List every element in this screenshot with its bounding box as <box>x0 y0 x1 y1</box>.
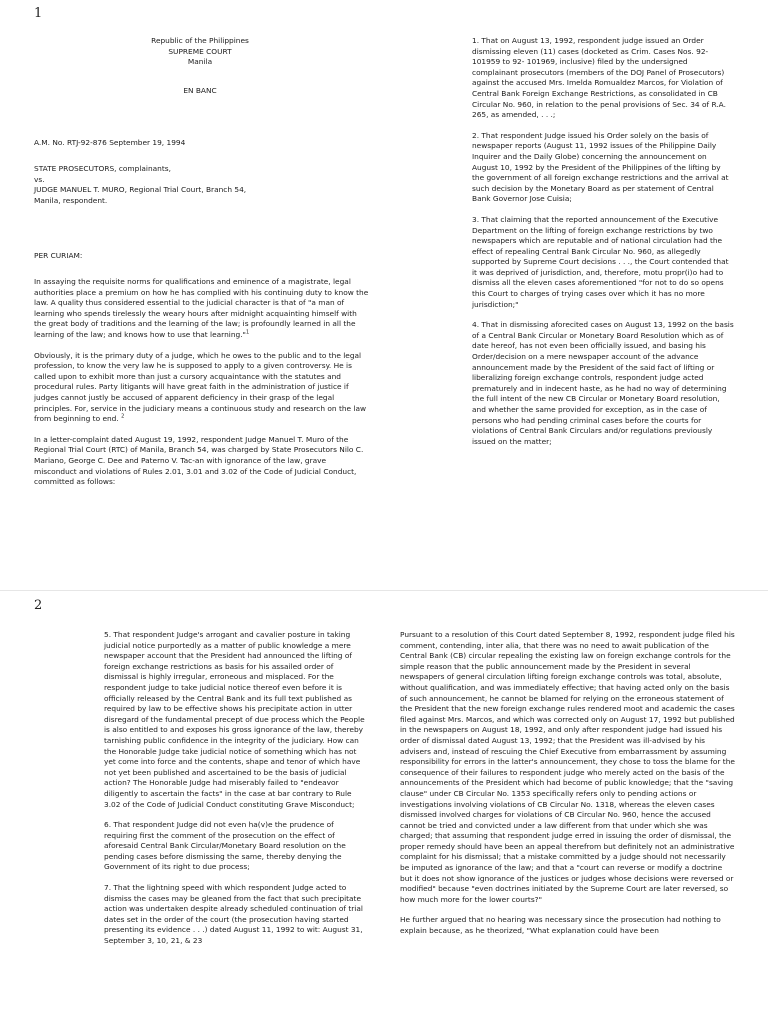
allegation: 1. That on August 13, 1992, respondent judge issued an Order dismissing eleven (11) cases (docketed as Crim. Cases Nos. 92-101959 to 92- 101969, inclusive) filed by the undersigned complainant prosecutors (members of the DOJ Panel of Prosecutors) against the accused Mrs. Imelda Romualdez Marcos, for Violation of Central Bank Foreign Exchange Restrictions, as consolidated in CB Circular No. 960, in relation to the penal provisions of Sec. 34 of R.A. 265, as amended, . . .; <box>472 36 726 120</box>
case-parties <box>34 164 394 206</box>
paragraph: Obviously, it is the primary duty of a judge, which he owes to the public and to the legal profession, to know the very law he is supposed to apply to a given controversy. He is called upon to exhibit more than just a cursory acquaintance with the statutes and procedural rules. Party litigants will have great faith in the administration of justice if judges cannot justly be accused of apparent deficiency in their grasp of the legal principles. For, service in the judiciary means a continuous study and research on the law from beginning to end. $^2$ <box>34 350 367 424</box>
case-number: A.M. No. RTJ-92-876 September 19, 1994 <box>34 138 186 147</box>
paragraph: In a letter-complaint dated August 19, 1992, respondent Judge Manuel T. Muro of the Regional Trial Court (RTC) of Manila, Branch 54, was charged by State Prosecutors Nilo C. Mariano, George C. Dee and Paterno V. Tac-an with ignorance of the law, grave misconduct and violations of Rules 2.01, 3.01 and 3.02 of the Code of Judicial Conduct, committed as follows: <box>34 434 364 487</box>
page2-left-body <box>104 630 366 957</box>
allegation: 7. That the lightning speed with which respondent Judge acted to dismiss the cases may be gleaned from the fact that such precipitate action was undertaken despite already scheduled continuation of trial dates set in the order of the court (the prosecution having started presenting its evidence . . .) dated August 11, 1992 to wit: August 31, September 3, 10, 21, & 23 <box>104 883 363 946</box>
page-number: 2 <box>34 598 43 613</box>
court-header <box>110 36 290 96</box>
page-number: 1 <box>34 6 43 21</box>
allegation: 4. That in dismissing aforecited cases on August 13, 1992 on the basis of a Central Bank Circular or Monetary Board Resolution which as of date hereof, has not even been officially issued, and basing his Order/decision on a mere newspaper account of the advance announcement made by the President of the said fact of lifting or liberalizing foreign exchange controls, respondent judge acted prematurely and in indecent haste, as he had no way of determining the full intent of the new CB Circular or Monetary Board resolution, and whether the same provided for exception, as in the case of persons who had pending criminal cases before the courts for violations of Central Bank Circulars and/or regulations previously issued on the matter; <box>472 320 734 446</box>
allegation: 2. That respondent Judge issued his Order solely on the basis of newspaper reports (August 11, 1992 issues of the Philippine Daily Inquirer and the Daily Globe) concerning the announcement on August 10, 1992 by the President of the Philippines of the lifting by the government of all foreign exchange restrictions and the arrival at such decision by the Monetary Board as per statement of Central Bank Governor Jose Cuisia; <box>472 130 729 204</box>
allegation: 6. That respondent Judge did not even ha(v)e the prudence of requiring first the comment of the prosecution on the effect of aforesaid Central Bank Circular/Monetary Board resolution on the pending cases before dismissing the same, thereby denying the Government of its right to due process; <box>104 820 346 872</box>
respondent: JUDGE MANUEL T. MURO, Regional Trial Court, Branch 54, <box>34 185 247 195</box>
versus: vs. <box>34 174 45 184</box>
page1-right-body <box>472 36 734 457</box>
header-court: SUPREME COURT <box>168 46 232 56</box>
page-divider <box>0 590 768 591</box>
footnote-ref[interactable]: 2 <box>121 413 125 420</box>
respondent-city: Manila, respondent. <box>34 195 108 205</box>
page1-left-body <box>34 277 370 498</box>
paragraph: He further argued that no hearing was necessary since the prosecution had nothing to explain because, as he theorized, "What explanation could have been <box>400 915 721 936</box>
allegation: 5. That respondent Judge's arrogant and cavalier posture in taking judicial notice purportedly as a matter of public knowledge a mere newspaper account that the President had announced the lifting of foreign exchange restrictions as basis for his assailed order of dismissal is highly irregular, erroneous and misplaced. For the respondent judge to take judicial notice thereof even before it is officially released by the Central Bank and its full text published as required by law to be effective shows his precipitate action in utter disregard of the fundamental precept of due process which the People is also entitled to and exposes his gross ignorance of the law, thereby tarnishing public confidence in the integrity of the judiciary. How can the Honorable Judge take judicial notice of something which has not yet come into force and the contents, shape and tenor of which have not yet been published and ascertained to be the basis of judicial action? The Honorable Judge had miserably failed to "endeavor diligently to ascertain the facts" in the case at bar contrary to Rule 3.02 of the Code of Judicial Conduct constituting Grave Misconduct; <box>104 630 365 809</box>
header-city: Manila <box>187 57 213 67</box>
paragraph: In assaying the requisite norms for qualifications and eminence of a magistrate, legal authorities place a premium on how he has complied with his continuing duty to know the law. A quality thus considered essential to the judicial character is that of "a man of learning who spends tirelessly the weary hours after midnight acquainting himself with the great body of traditions and the learning of the law; is profoundly learned in all the learning of the law; and knows how to use that learning."$^1$ <box>34 277 369 339</box>
header-republic: Republic of the Philippines <box>151 36 249 45</box>
page2-right-body <box>400 630 736 947</box>
complainants: STATE PROSECUTORS, complainants, <box>34 164 171 173</box>
per-curiam: PER CURIAM: <box>34 251 83 260</box>
header-en-banc: EN BANC <box>183 85 217 95</box>
paragraph: Pursuant to a resolution of this Court dated September 8, 1992, respondent judge filed his comment, contending, inter alia, that there was no need to await publication of the Central Bank (CB) circular repealing the existing law on foreign exchange controls for the simple reason that the public announcement made by the President in several newspapers of general circulation lifting foreign exchange controls was total, absolute, without qualification, and was immediately effective; that having acted only on the basis of such announcement, he cannot be blamed for relying on the erroneous statement of the President that the new foreign exchange rules rendered moot and academic the cases filed against Mrs. Marcos, and which was corrected only on August 17, 1992 but published in the newspapers on August 18, 1992, and only after respondent judge had issued his order of dismissal dated August 13, 1992; that the President was ill-advised by his advisers and, instead of rescuing the Chief Executive from embarrassment by assuming responsibility for errors in the latter's announcement, they chose to toss the blame for the consequence of their failures to respondent judge who merely acted on the basis of the announcements of the President which had become of public knowledge; that the "saving clause" under CB Circular No. 1353 specifically refers only to pending actions or investigations involving violations of CB Circular No. 1318, whereas the eleven cases dismissed involved charges for violations of CB Circular No. 960, hence the accused cannot be tried and convicted under a law different from that under which she was charged; that assuming that respondent judge erred in issuing the order of dismissal, the proper remedy should have been an appeal therefrom but definitely not an administrative complaint for his dismissal; that a mistake committed by a judge should not necessarily be imputed as ignorance of the law; and that a "court can reverse or modify a doctrine but it does not show ignorance of the justices or judges whose decisions were reversed or modified" because "even doctrines initiated by the Supreme Court are later reversed, so how much more for the lower courts?" <box>400 630 735 904</box>
footnote-ref[interactable]: 1 <box>245 329 250 336</box>
allegation: 3. That claiming that the reported announcement of the Executive Department on the lifting of foreign exchange restrictions by two newspapers which are reputable and of national circulation had the effect of repealing Central Bank Circular No. 960, as allegedly supported by Supreme Court decisions . . ., the Court contended that it was deprived of jurisdiction, and, therefore, motu propr(i)o had to dismiss all the eleven cases aforementioned "for not to do so opens this Court to charges of trying cases over which it has no more jurisdiction;" <box>472 214 729 309</box>
